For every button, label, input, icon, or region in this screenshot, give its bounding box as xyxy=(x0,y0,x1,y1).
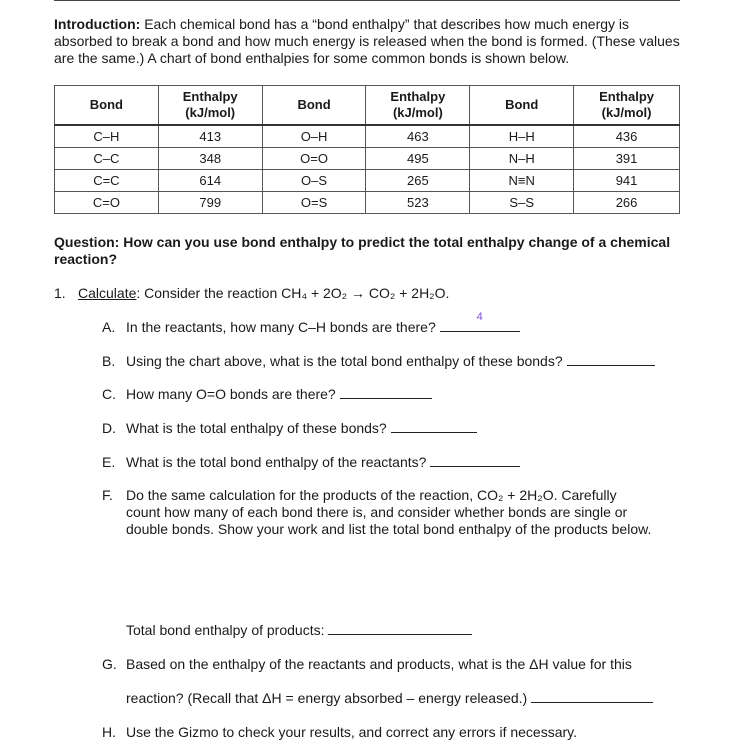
item-letter: A. xyxy=(102,319,116,335)
table-row xyxy=(55,170,680,192)
table-cell: S–S xyxy=(470,192,574,214)
answer-blank-d[interactable] xyxy=(391,420,477,433)
item-f-line-3: double bonds. Show your work and list the total bond enthalpy of the products below. xyxy=(126,521,652,537)
item-letter: F. xyxy=(102,487,113,503)
item-f-line-1: Do the same calculation for the products of the reaction, CO₂ + 2H₂O. Carefully xyxy=(126,487,617,503)
answer-blank-products[interactable] xyxy=(328,622,472,635)
table-row xyxy=(55,148,680,170)
table-cell: C–C xyxy=(55,148,159,170)
table-cell: O=O xyxy=(262,148,366,170)
item-letter: E. xyxy=(102,454,116,470)
calculate-label: Calculate xyxy=(78,285,137,301)
table-cell: 941 xyxy=(574,170,680,192)
table-row xyxy=(55,125,680,148)
answer-blank-b[interactable] xyxy=(567,353,655,366)
header-bond: Bond xyxy=(55,86,159,126)
item-g xyxy=(102,656,632,673)
item-g-line-2: reaction? (Recall that ΔH = energy absorbed – energy released.) xyxy=(126,690,528,706)
item-letter: G. xyxy=(102,656,117,672)
answer-blank-c[interactable] xyxy=(340,386,432,399)
item-g-line-1: Based on the enthalpy of the reactants and products, what is the ΔH value for this xyxy=(126,656,632,672)
table-cell: H–H xyxy=(470,125,574,148)
table-cell: O–S xyxy=(262,170,366,192)
item-a-text: In the reactants, how many C–H bonds are there? xyxy=(126,319,436,335)
intro-text: Each chemical bond has a “bond enthalpy” that describes how much energy is absorbed to break a bond and how much energy is released when the bond is formed. (These values are the same.) A chart of bond enthalpies for some common bonds is shown below. xyxy=(54,16,680,66)
table-cell: N≡N xyxy=(470,170,574,192)
table-cell: C=C xyxy=(55,170,159,192)
item-e xyxy=(102,454,520,471)
item-letter: D. xyxy=(102,420,116,436)
item-c xyxy=(102,386,432,403)
answer-blank-e[interactable] xyxy=(430,454,520,467)
item-d xyxy=(102,420,477,437)
item-letter: H. xyxy=(102,724,116,740)
total-products-label: Total bond enthalpy of products: xyxy=(126,622,325,638)
item-b xyxy=(102,353,655,370)
table-row xyxy=(55,192,680,214)
item-h xyxy=(102,724,577,741)
item-d-text: What is the total enthalpy of these bonds? xyxy=(126,420,387,436)
answer-a: 4 xyxy=(476,311,483,323)
table-cell: O–H xyxy=(262,125,366,148)
total-products xyxy=(126,622,472,639)
table-cell: 495 xyxy=(366,148,470,170)
item-g-line-2-row xyxy=(126,690,653,707)
table-cell: N–H xyxy=(470,148,574,170)
table-cell: 463 xyxy=(366,125,470,148)
item-h-text: Use the Gizmo to check your results, and correct any errors if necessary. xyxy=(126,724,578,740)
table-cell: 436 xyxy=(574,125,680,148)
item-a xyxy=(102,311,520,336)
bond-enthalpy-table xyxy=(54,85,680,214)
table-cell: 348 xyxy=(158,148,262,170)
item-letter: C. xyxy=(102,386,116,402)
item-letter: B. xyxy=(102,353,116,369)
header-bond: Bond xyxy=(262,86,366,126)
answer-blank-a[interactable] xyxy=(440,311,520,332)
header-enthalpy: Enthalpy (kJ/mol) xyxy=(574,86,680,126)
step-number: 1. xyxy=(54,285,66,301)
header-enthalpy: Enthalpy (kJ/mol) xyxy=(158,86,262,126)
answer-blank-g[interactable] xyxy=(531,690,653,703)
table-cell: 614 xyxy=(158,170,262,192)
item-b-text: Using the chart above, what is the total bond enthalpy of these bonds? xyxy=(126,353,563,369)
table-header-row xyxy=(55,86,680,126)
item-f-line-2: count how many of each bond there is, and consider whether bonds are single or xyxy=(126,504,628,520)
item-f xyxy=(102,487,617,504)
item-c-text: How many O=O bonds are there? xyxy=(126,386,336,402)
table-cell: 391 xyxy=(574,148,680,170)
step-1-text: : Consider the reaction CH₄ + 2O₂ → CO₂ + 2H₂O. xyxy=(136,285,450,301)
item-e-text: What is the total bond enthalpy of the reactants? xyxy=(126,454,427,470)
table-cell: 266 xyxy=(574,192,680,214)
table-cell: C=O xyxy=(55,192,159,214)
header-enthalpy: Enthalpy (kJ/mol) xyxy=(366,86,470,126)
header-bond: Bond xyxy=(470,86,574,126)
top-rule xyxy=(54,0,680,1)
table-cell: C–H xyxy=(55,125,159,148)
table-cell: 265 xyxy=(366,170,470,192)
table-cell: 523 xyxy=(366,192,470,214)
table-cell: 413 xyxy=(158,125,262,148)
intro-lead: Introduction: xyxy=(54,16,141,32)
introduction-paragraph xyxy=(54,16,684,67)
table-cell: 799 xyxy=(158,192,262,214)
question-heading: Question: How can you use bond enthalpy to predict the total enthalpy change of a chemical reaction? xyxy=(54,234,671,267)
table-cell: O=S xyxy=(262,192,366,214)
step-1 xyxy=(54,285,449,302)
